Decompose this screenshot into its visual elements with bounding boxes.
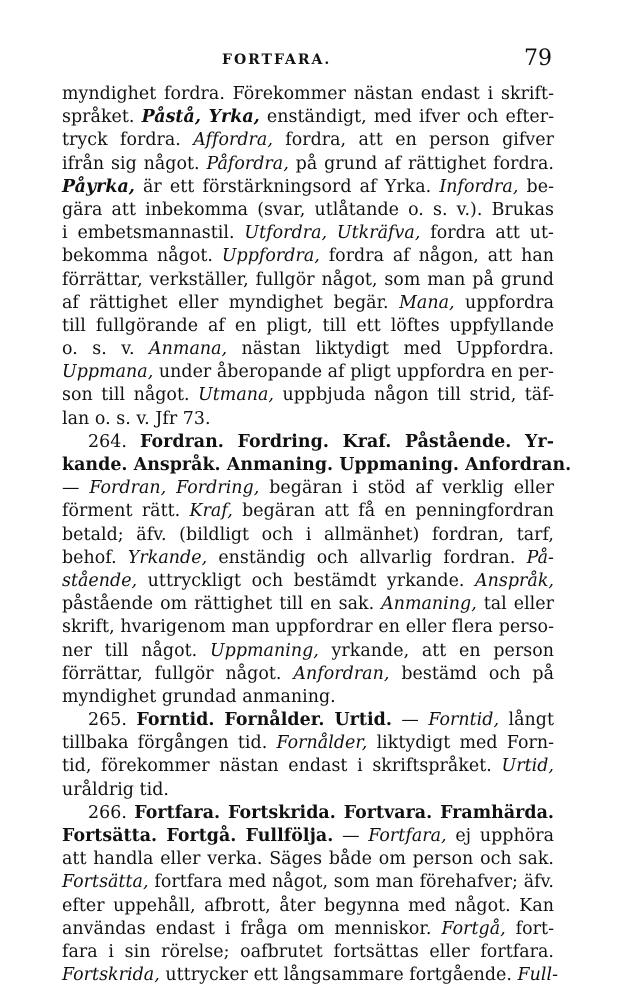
text-line: [62, 153, 554, 176]
text-line: [62, 640, 554, 663]
text-line: [62, 570, 554, 593]
text-line: [62, 663, 554, 686]
text-line: [62, 871, 554, 894]
text-run: långt: [499, 710, 554, 731]
text-run: användas endast i fråga om menniskor.: [62, 918, 442, 939]
text-line: [62, 222, 554, 245]
text-line: [62, 732, 554, 755]
running-title: FORTFARA.: [222, 52, 332, 68]
text-run: Infordra,: [439, 176, 519, 197]
text-run: stående,: [62, 570, 138, 591]
text-line: [62, 315, 554, 338]
text-run: Urtid,: [501, 756, 554, 777]
text-line: [62, 941, 554, 964]
text-line: [62, 83, 554, 106]
text-run: fortfara med något, som man förehafver; äfv.: [148, 872, 554, 893]
text-run: liktydigt med Forn-: [367, 733, 554, 754]
text-run: Utfordra, Utkräfva,: [244, 223, 421, 244]
text-run: nästan liktydigt med Uppfordra.: [227, 339, 555, 360]
text-run: Forntid. Fornålder. Urtid.: [136, 710, 392, 731]
text-run: På-: [526, 547, 554, 568]
text-line: [62, 825, 554, 848]
text-run: o. s. v.: [62, 339, 150, 360]
body-text: [62, 83, 572, 987]
text-run: Anmana,: [149, 339, 228, 360]
text-run: behof.: [62, 547, 128, 568]
text-run: är ett förstärkningsord af Yrka.: [134, 176, 440, 197]
text-run: ej upphöra: [446, 826, 554, 846]
text-run: Uppmaning,: [209, 640, 319, 661]
text-run: 266.: [88, 802, 135, 823]
text-run: fort-: [505, 918, 555, 939]
text-run: förrättar, verkställer, fullgör något, som man på grund: [62, 269, 554, 290]
text-line: [62, 524, 554, 547]
text-line: [62, 199, 554, 222]
text-run: Fortsätta. Fortgå. Fullfölja.: [62, 826, 334, 846]
text-line: [62, 616, 554, 639]
text-run: Utmana,: [198, 385, 275, 406]
text-run: tid, förekommer nästan endast i skriftspråket.: [62, 756, 502, 777]
text-run: Fornålder,: [276, 733, 368, 754]
text-run: i embetsmannastil.: [62, 223, 245, 244]
text-line: [62, 477, 554, 500]
text-run: Fortskrida,: [62, 965, 160, 986]
text-run: Anfordran,: [293, 663, 390, 684]
text-run: enständig och allvarlig fordran.: [207, 547, 527, 568]
text-run: 264.: [88, 431, 141, 452]
text-line: [62, 779, 554, 802]
text-line: [62, 245, 554, 268]
text-run: påstående om rättighet till en sak.: [62, 594, 382, 615]
text-line: [62, 593, 554, 616]
text-run: språket.: [62, 107, 142, 128]
text-run: Påstå, Yrka,: [141, 107, 260, 128]
text-run: Fordran, Fordring,: [89, 478, 260, 499]
text-run: uråldrig tid.: [62, 779, 169, 800]
text-run: myndighet grundad anmaning.: [62, 686, 336, 707]
text-run: ifrån sig något.: [62, 153, 207, 174]
text-run: 265.: [88, 710, 137, 731]
text-line: [62, 129, 554, 152]
text-run: Påyrka,: [62, 176, 135, 197]
text-line: [62, 384, 554, 407]
text-run: enständigt, med ifver och efter-: [259, 107, 555, 128]
text-run: —: [391, 710, 429, 731]
text-line: [62, 547, 554, 570]
text-run: fordra af någon, att han: [319, 246, 554, 267]
text-line: [62, 686, 554, 709]
text-run: begäran i stöd af verklig eller: [259, 478, 554, 499]
text-run: Anspråk,: [475, 570, 554, 591]
text-run: —: [62, 478, 90, 499]
text-run: fordra, att en person gifver: [272, 130, 554, 151]
text-run: fara i sin rörelse; oafbrutet fortsättas eller fortfara.: [62, 941, 554, 962]
text-run: bestämd och på: [389, 663, 554, 684]
text-run: son till något.: [62, 385, 199, 406]
text-run: bekomma något.: [62, 246, 222, 267]
text-line: [62, 106, 554, 129]
text-run: Uppfordra,: [221, 246, 320, 267]
text-run: tal eller: [476, 594, 554, 615]
text-line: [62, 408, 554, 431]
text-run: yrkande, att en person: [318, 640, 554, 661]
text-line: [62, 338, 554, 361]
text-line: [62, 895, 554, 918]
text-run: Fortfara. Fortskrida. Fortvara. Framhärda.: [134, 802, 554, 823]
text-run: Mana,: [399, 292, 455, 313]
text-line: [62, 848, 554, 871]
text-run: skrift, hvarigenom man uppfordrar en eller flera perso-: [62, 617, 554, 638]
text-run: myndighet fordra. Förekommer nästan endast i skrift-: [62, 84, 554, 104]
text-line: [62, 500, 554, 523]
text-run: Anmaning,: [381, 594, 477, 615]
text-run: Kraf,: [189, 501, 233, 522]
text-run: lan o. s. v. Jfr 73.: [62, 408, 211, 429]
text-line: [62, 918, 554, 941]
text-run: Fortgå,: [441, 918, 506, 939]
text-run: Fortsätta,: [62, 872, 149, 893]
text-run: af rättighet eller myndighet begär.: [62, 292, 400, 313]
text-run: Affordra,: [193, 130, 273, 151]
text-run: gära att inbekomma (svar, utlåtande o. s. v.). Brukas: [62, 199, 554, 220]
page-number: 79: [524, 46, 552, 71]
text-line: [62, 709, 554, 732]
text-run: uppbjuda någon till strid, täf-: [274, 385, 555, 406]
text-run: ner till något.: [62, 640, 210, 661]
text-run: fordra att ut-: [420, 223, 554, 244]
text-run: uttrycker ett långsammare fortgående.: [159, 965, 518, 986]
text-run: tryck fordra.: [62, 130, 194, 151]
text-run: förment rätt.: [62, 501, 190, 522]
text-run: begäran att få en penningfordran: [232, 501, 554, 522]
text-run: kande. Anspråk. Anmaning. Uppmaning. Anfordran.: [62, 455, 572, 475]
text-line: [62, 802, 554, 825]
running-head: [62, 46, 552, 78]
text-line: [62, 176, 554, 199]
text-run: på grund af rättighet fordra.: [288, 153, 554, 174]
text-run: uttryckligt och bestämdt yrkande.: [137, 570, 476, 591]
text-run: —: [333, 826, 369, 846]
text-run: under åberopande af pligt uppfordra en per-: [153, 362, 554, 383]
text-run: Fordran. Fordring. Kraf. Påstående. Yr-: [140, 431, 554, 452]
text-run: till fullgörande af en pligt, till ett löftes uppfyllande: [62, 315, 554, 336]
text-run: Full-: [517, 965, 559, 986]
text-run: be-: [518, 176, 555, 197]
text-run: Påfordra,: [206, 153, 289, 174]
text-run: Uppmana,: [62, 362, 154, 383]
text-line: [62, 361, 554, 384]
text-run: Fortfara,: [368, 826, 447, 846]
text-line: [62, 269, 554, 292]
text-line: [62, 431, 554, 454]
text-run: Yrkande,: [127, 547, 208, 568]
text-line: [62, 292, 554, 315]
text-run: Forntid,: [428, 710, 500, 731]
text-run: betald; äfv. (bildligt och i allmänhet) fordran, tarf,: [62, 524, 554, 545]
text-run: förrättar, fullgör något.: [62, 663, 294, 684]
text-run: efter uppehåll, afbrott, åter begynna med något. Kan: [62, 895, 554, 916]
text-run: tillbaka förgången tid.: [62, 733, 277, 754]
text-line: [62, 454, 572, 477]
text-run: att handla eller verka. Säges både om person och sak.: [62, 849, 554, 870]
text-line: [62, 964, 559, 987]
text-line: [62, 755, 554, 778]
text-run: uppfordra: [454, 292, 554, 313]
